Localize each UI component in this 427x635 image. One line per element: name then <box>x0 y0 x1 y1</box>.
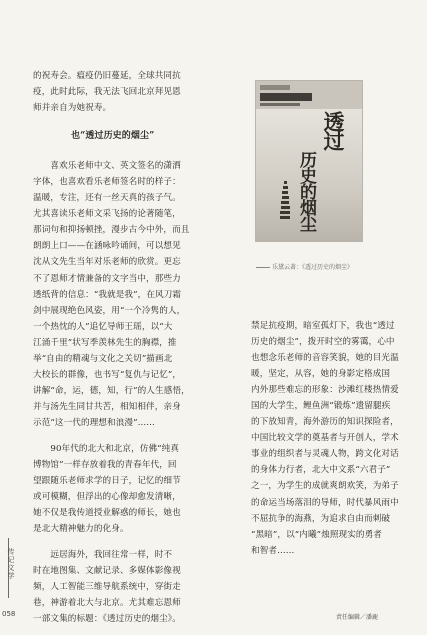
section-heading: 也“透过历史的烟尘” <box>71 131 155 142</box>
text-line: 一部文集的标题：《透过历史的烟尘》。 <box>33 614 181 625</box>
text-line: 并与汤先生同甘共苦，相知相伴，亲身 <box>33 401 181 412</box>
text-line: 频，人工智能三维导航系统中，穿街走 <box>33 582 181 593</box>
text-line: 大校长的群像，也书写“复仇与记忆”， <box>33 369 182 380</box>
text-line: 国的大学生，鲤鱼洲“锻炼”遗留腿疾 <box>251 401 391 412</box>
cover-subtitle: 历史的烟尘 <box>296 151 316 231</box>
text-line: 江涌千里”状写季羡林先生的胸襟，推 <box>33 337 177 348</box>
text-line: 字体，也喜欢看乐老师签名时的样子： <box>33 177 181 188</box>
book-cover-image <box>255 80 363 242</box>
text-line: 一个热忱的人”追忆导师王瑶，以“大 <box>33 321 173 332</box>
text-line: 也想念乐老师的音容笑貌，她的目光温 <box>251 353 399 364</box>
section-side-label: 传记文学 <box>7 548 15 580</box>
text-line: 时在地图集、文献记录、多媒体影像视 <box>33 566 181 577</box>
pagoda-silhouette <box>280 181 290 231</box>
text-line: 透纸背的信息：“我就是我”，在风刀霜 <box>33 289 182 300</box>
text-line: 事业的组织者与灵魂人物，跨文化对话 <box>251 449 399 460</box>
text-line: 的下放知青，海外游历的知识探险者， <box>251 417 399 428</box>
text-line: 疫，此时此际，我无法飞回北京拜见恩 <box>33 87 181 98</box>
text-line: 的命运当场落泪的导师，时代暴风雨中 <box>251 497 399 508</box>
text-line: 之一，为学生的成就爽朗欢笑，为弟子 <box>251 481 399 492</box>
text-line: 90年代的北大和北京，仿佛“纯真 <box>33 443 180 454</box>
text-line: 她不仅是我传道授业解惑的师长，她也 <box>33 508 181 519</box>
text-line: 沈从文先生当年对乐老师的欣赏。更忘 <box>33 257 181 268</box>
editor-credit: 责任编辑／潘鹿 <box>336 614 379 621</box>
text-line: 禁足抗疫期，暗室孤灯下，我也“透过 <box>251 321 395 331</box>
left-column <box>33 68 229 628</box>
text-line: 历史的烟尘”，拨开时空的雾霭，心中 <box>251 337 395 348</box>
text-line: 温暖，专注，还有一丝天真的孩子气。 <box>33 193 181 204</box>
cover-title: 透过 <box>321 111 346 149</box>
paragraph-gap <box>33 431 229 441</box>
text-line: 朗朗上口——在涵咏吟诵间，可以想见 <box>33 241 181 252</box>
text-line: 中国比较文学的奠基者与开创人，学术 <box>251 433 399 444</box>
text-line: 或可模糊，但浮出的心像却愈发清晰， <box>33 492 181 503</box>
page-number: 058 <box>2 610 16 618</box>
text-line: 那词句和抑扬顿挫，漫步古今中外，而且 <box>33 225 190 236</box>
text-line: 的祝寿会。瘟疫仍旧蔓延，全球共同抗 <box>33 71 181 81</box>
text-line: “黑暗”，以“内曦”烛照现实的勇者 <box>251 529 382 540</box>
text-line: 远居海外，我回往常一样，时不 <box>33 550 173 561</box>
text-line: 师并亲自为她祝寿。 <box>33 103 112 114</box>
text-line: 举“自由的精魂与文化之关切”描画北 <box>33 353 173 364</box>
text-line: 巷，神游着北大与北京。尤其难忘恩师 <box>33 598 181 609</box>
text-line: 尤其喜读乐老师文采飞扬的论著随笔， <box>33 209 181 220</box>
cover-series-mark <box>260 85 290 90</box>
text-line: 不了恩师才情兼备的文字当中，那些力 <box>33 273 181 284</box>
text-line: 的身体力行者，北大中文系“六君子” <box>251 465 391 476</box>
cover-series-mark <box>260 93 312 101</box>
text-line: 讲解“命，运，德，知，行”的人生感悟， <box>33 385 190 396</box>
cover-series-mark <box>260 103 300 106</box>
text-line: 示范“这一代的理想和浪漫”…… <box>33 417 156 428</box>
text-line: 内外那些难忘的形象：沙滩红楼热情爱 <box>251 385 399 396</box>
caption-rule <box>256 267 270 268</box>
paragraph-gap <box>33 537 229 547</box>
text-line: 和智者…… <box>251 545 295 556</box>
text-line: 是北大精神魅力的化身。 <box>33 524 129 535</box>
text-line: 不屈抗争的海燕，为追求自由而刺破 <box>251 513 391 524</box>
text-line: 暖，坚定，从容，她的身影定格成国 <box>251 369 391 380</box>
text-line: 望跟随乐老师求学的日子，记忆的细节 <box>33 476 181 487</box>
image-caption: 乐黛云著：《透过历史的烟尘》 <box>272 264 354 271</box>
text-line: 博物馆”一样存放着我的青春年代，回 <box>33 460 177 471</box>
text-line: 剑中展现绝色风姿，用“一个冷隽的人， <box>33 305 186 316</box>
text-line: 喜欢乐老师中文、英文签名的潇洒 <box>33 161 181 172</box>
right-column <box>251 318 409 559</box>
